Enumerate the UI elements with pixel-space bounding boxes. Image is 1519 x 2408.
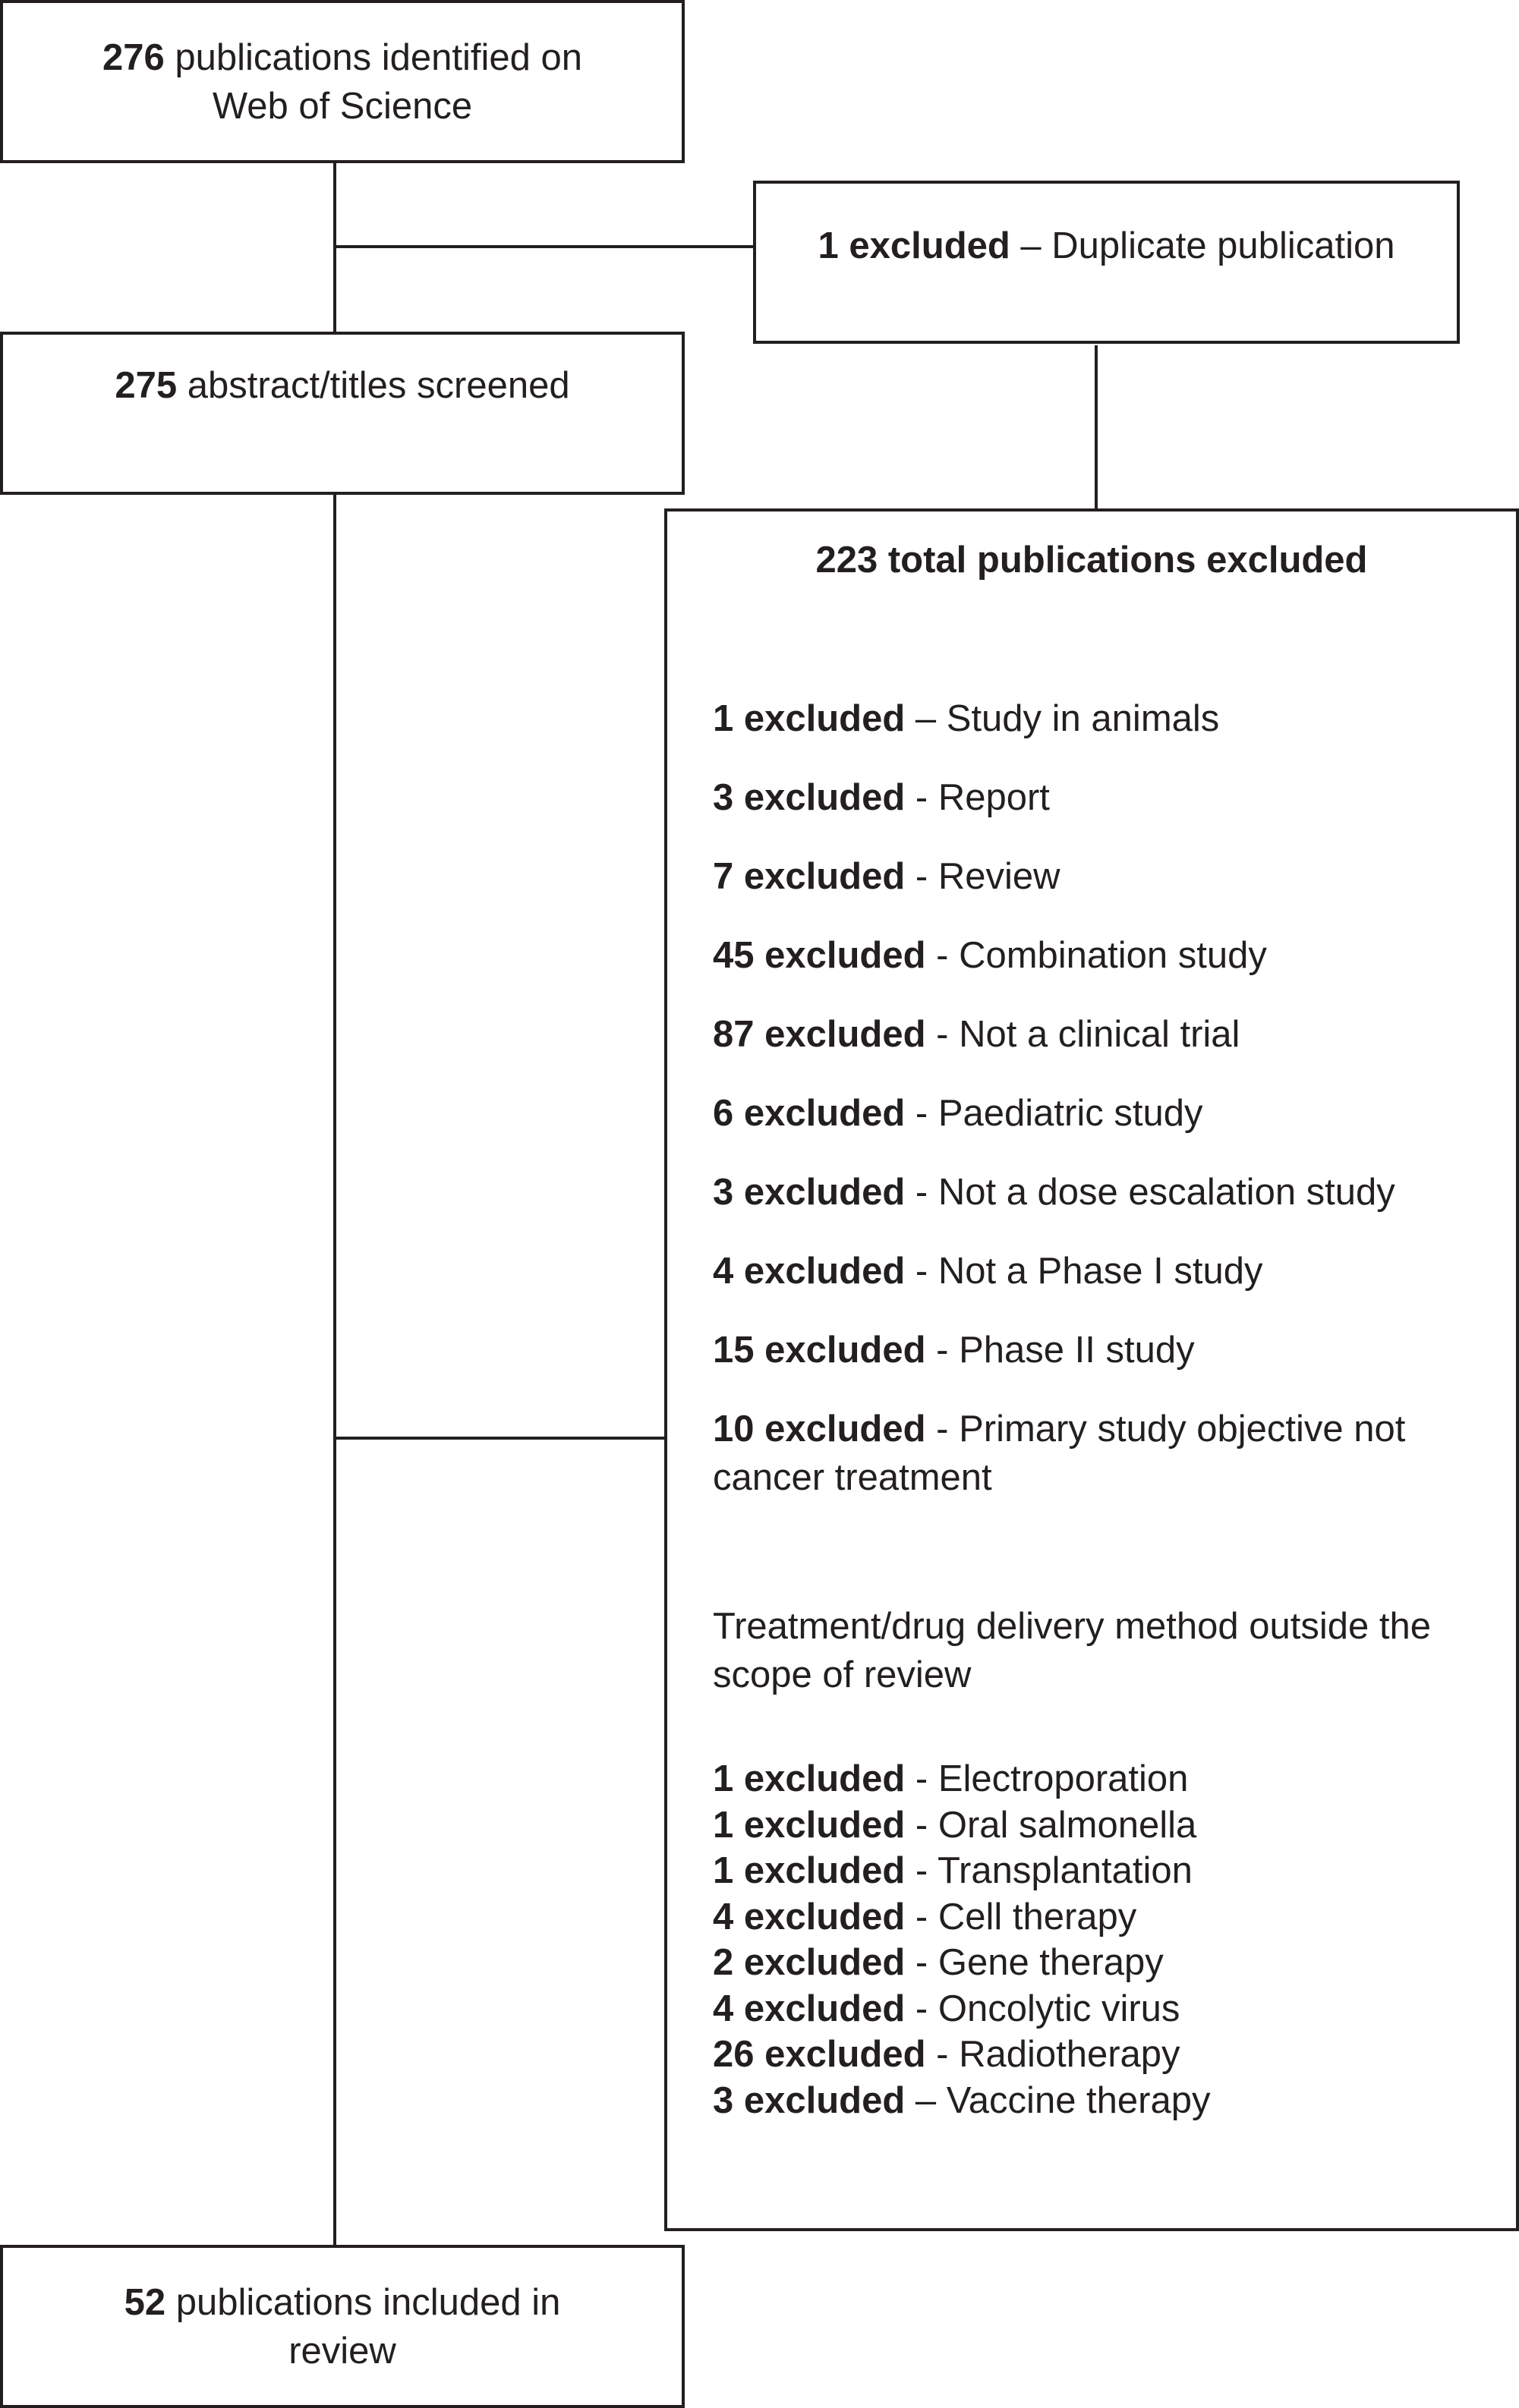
- method-count: 4 excluded: [713, 1896, 906, 1937]
- exclusion-item: [713, 1247, 1262, 1295]
- method-item: [713, 2078, 1211, 2124]
- identified-label-line2: Web of Science: [212, 86, 473, 127]
- method-reason: - Cell therapy: [905, 1896, 1137, 1937]
- method-reason: - Oral salmonella: [905, 1804, 1197, 1846]
- duplicate-excluded-box: [753, 181, 1460, 344]
- exclusion-reason: - Primary study objective not cancer treatment: [713, 1409, 1406, 1498]
- connector-to-duplicate: [333, 245, 756, 248]
- method-item: [713, 1802, 1211, 1849]
- exclusion-count: 7 excluded: [713, 856, 906, 897]
- screened-label: abstract/titles screened: [177, 365, 570, 406]
- exclusion-reason: - Review: [905, 856, 1060, 897]
- method-count: 1 excluded: [713, 1758, 906, 1799]
- method-item: [713, 2032, 1211, 2078]
- method-item: [713, 1894, 1211, 1941]
- exclusion-count: 1 excluded: [713, 698, 906, 739]
- method-item: [713, 1986, 1211, 2032]
- exclusion-count: 3 excluded: [713, 777, 906, 818]
- method-reason: - Gene therapy: [905, 1942, 1164, 1983]
- identified-count: 276: [102, 37, 165, 78]
- exclusion-reason: - Not a clinical trial: [925, 1014, 1240, 1055]
- delivery-method-list: [713, 1756, 1211, 2123]
- method-reason: – Vaccine therapy: [905, 2079, 1211, 2121]
- method-count: 2 excluded: [713, 1942, 906, 1983]
- exclusion-item: [713, 1089, 1202, 1138]
- exclusion-count: 15 excluded: [713, 1330, 926, 1371]
- connector-screened-to-included: [333, 493, 336, 2246]
- total-excluded-title: 223 total publications excluded: [815, 540, 1368, 581]
- exclusion-item: [713, 694, 1219, 743]
- exclusion-item: [713, 1326, 1195, 1374]
- exclusion-reason: - Report: [905, 777, 1050, 818]
- exclusion-count: 10 excluded: [713, 1409, 926, 1450]
- total-excluded-box: [664, 508, 1519, 2231]
- exclusion-reason: - Not a dose escalation study: [905, 1172, 1395, 1213]
- method-count: 3 excluded: [713, 2079, 906, 2121]
- method-count: 1 excluded: [713, 1850, 906, 1891]
- included-count: 52: [124, 2282, 166, 2323]
- exclusion-item: [713, 1168, 1395, 1217]
- identified-text: [3, 33, 682, 131]
- exclusion-count: 87 excluded: [713, 1014, 926, 1055]
- screened-count: 275: [115, 365, 178, 406]
- exclusion-count: 3 excluded: [713, 1172, 906, 1213]
- connector-duplicate-to-excluded: [1095, 345, 1098, 509]
- exclusion-count: 4 excluded: [713, 1251, 906, 1292]
- method-count: 26 excluded: [713, 2034, 926, 2075]
- exclusion-item: [713, 1405, 1472, 1502]
- exclusion-item: [713, 931, 1267, 980]
- method-item: [713, 1848, 1211, 1894]
- method-item: [713, 1940, 1211, 1986]
- screened-box: [0, 332, 685, 495]
- screened-text: [3, 361, 682, 410]
- included-box: [0, 2245, 685, 2408]
- duplicate-reason: – Duplicate publication: [1010, 225, 1395, 266]
- identified-label-line1: publications identified on: [164, 37, 583, 78]
- exclusion-reason: - Paediatric study: [905, 1093, 1203, 1134]
- identified-box: [0, 0, 685, 163]
- method-count: 4 excluded: [713, 1988, 906, 2029]
- exclusion-item: [713, 773, 1050, 822]
- included-label-line2: review: [288, 2331, 396, 2372]
- method-count: 1 excluded: [713, 1804, 906, 1846]
- method-item: [713, 1756, 1211, 1802]
- included-text: [3, 2278, 682, 2375]
- method-reason: - Transplantation: [905, 1850, 1193, 1891]
- exclusion-item: [713, 1010, 1240, 1059]
- exclusion-count: 45 excluded: [713, 935, 926, 976]
- method-reason: - Oncolytic virus: [905, 1988, 1180, 2029]
- duplicate-count: 1 excluded: [818, 225, 1010, 266]
- method-reason: - Radiotherapy: [925, 2034, 1180, 2075]
- exclusion-reason: - Combination study: [925, 935, 1267, 976]
- included-label-line1: publications included in: [165, 2282, 561, 2323]
- exclusion-reason: – Study in animals: [905, 698, 1220, 739]
- exclusion-count: 6 excluded: [713, 1093, 906, 1134]
- exclusion-reason: - Not a Phase I study: [905, 1251, 1263, 1292]
- duplicate-text: [756, 222, 1457, 270]
- exclusion-reason: - Phase II study: [925, 1330, 1195, 1371]
- connector-to-excluded-total: [333, 1437, 666, 1440]
- exclusion-item: [713, 852, 1060, 901]
- method-reason: - Electroporation: [905, 1758, 1189, 1799]
- delivery-method-heading: Treatment/drug delivery method outside the scope of review: [713, 1606, 1432, 1695]
